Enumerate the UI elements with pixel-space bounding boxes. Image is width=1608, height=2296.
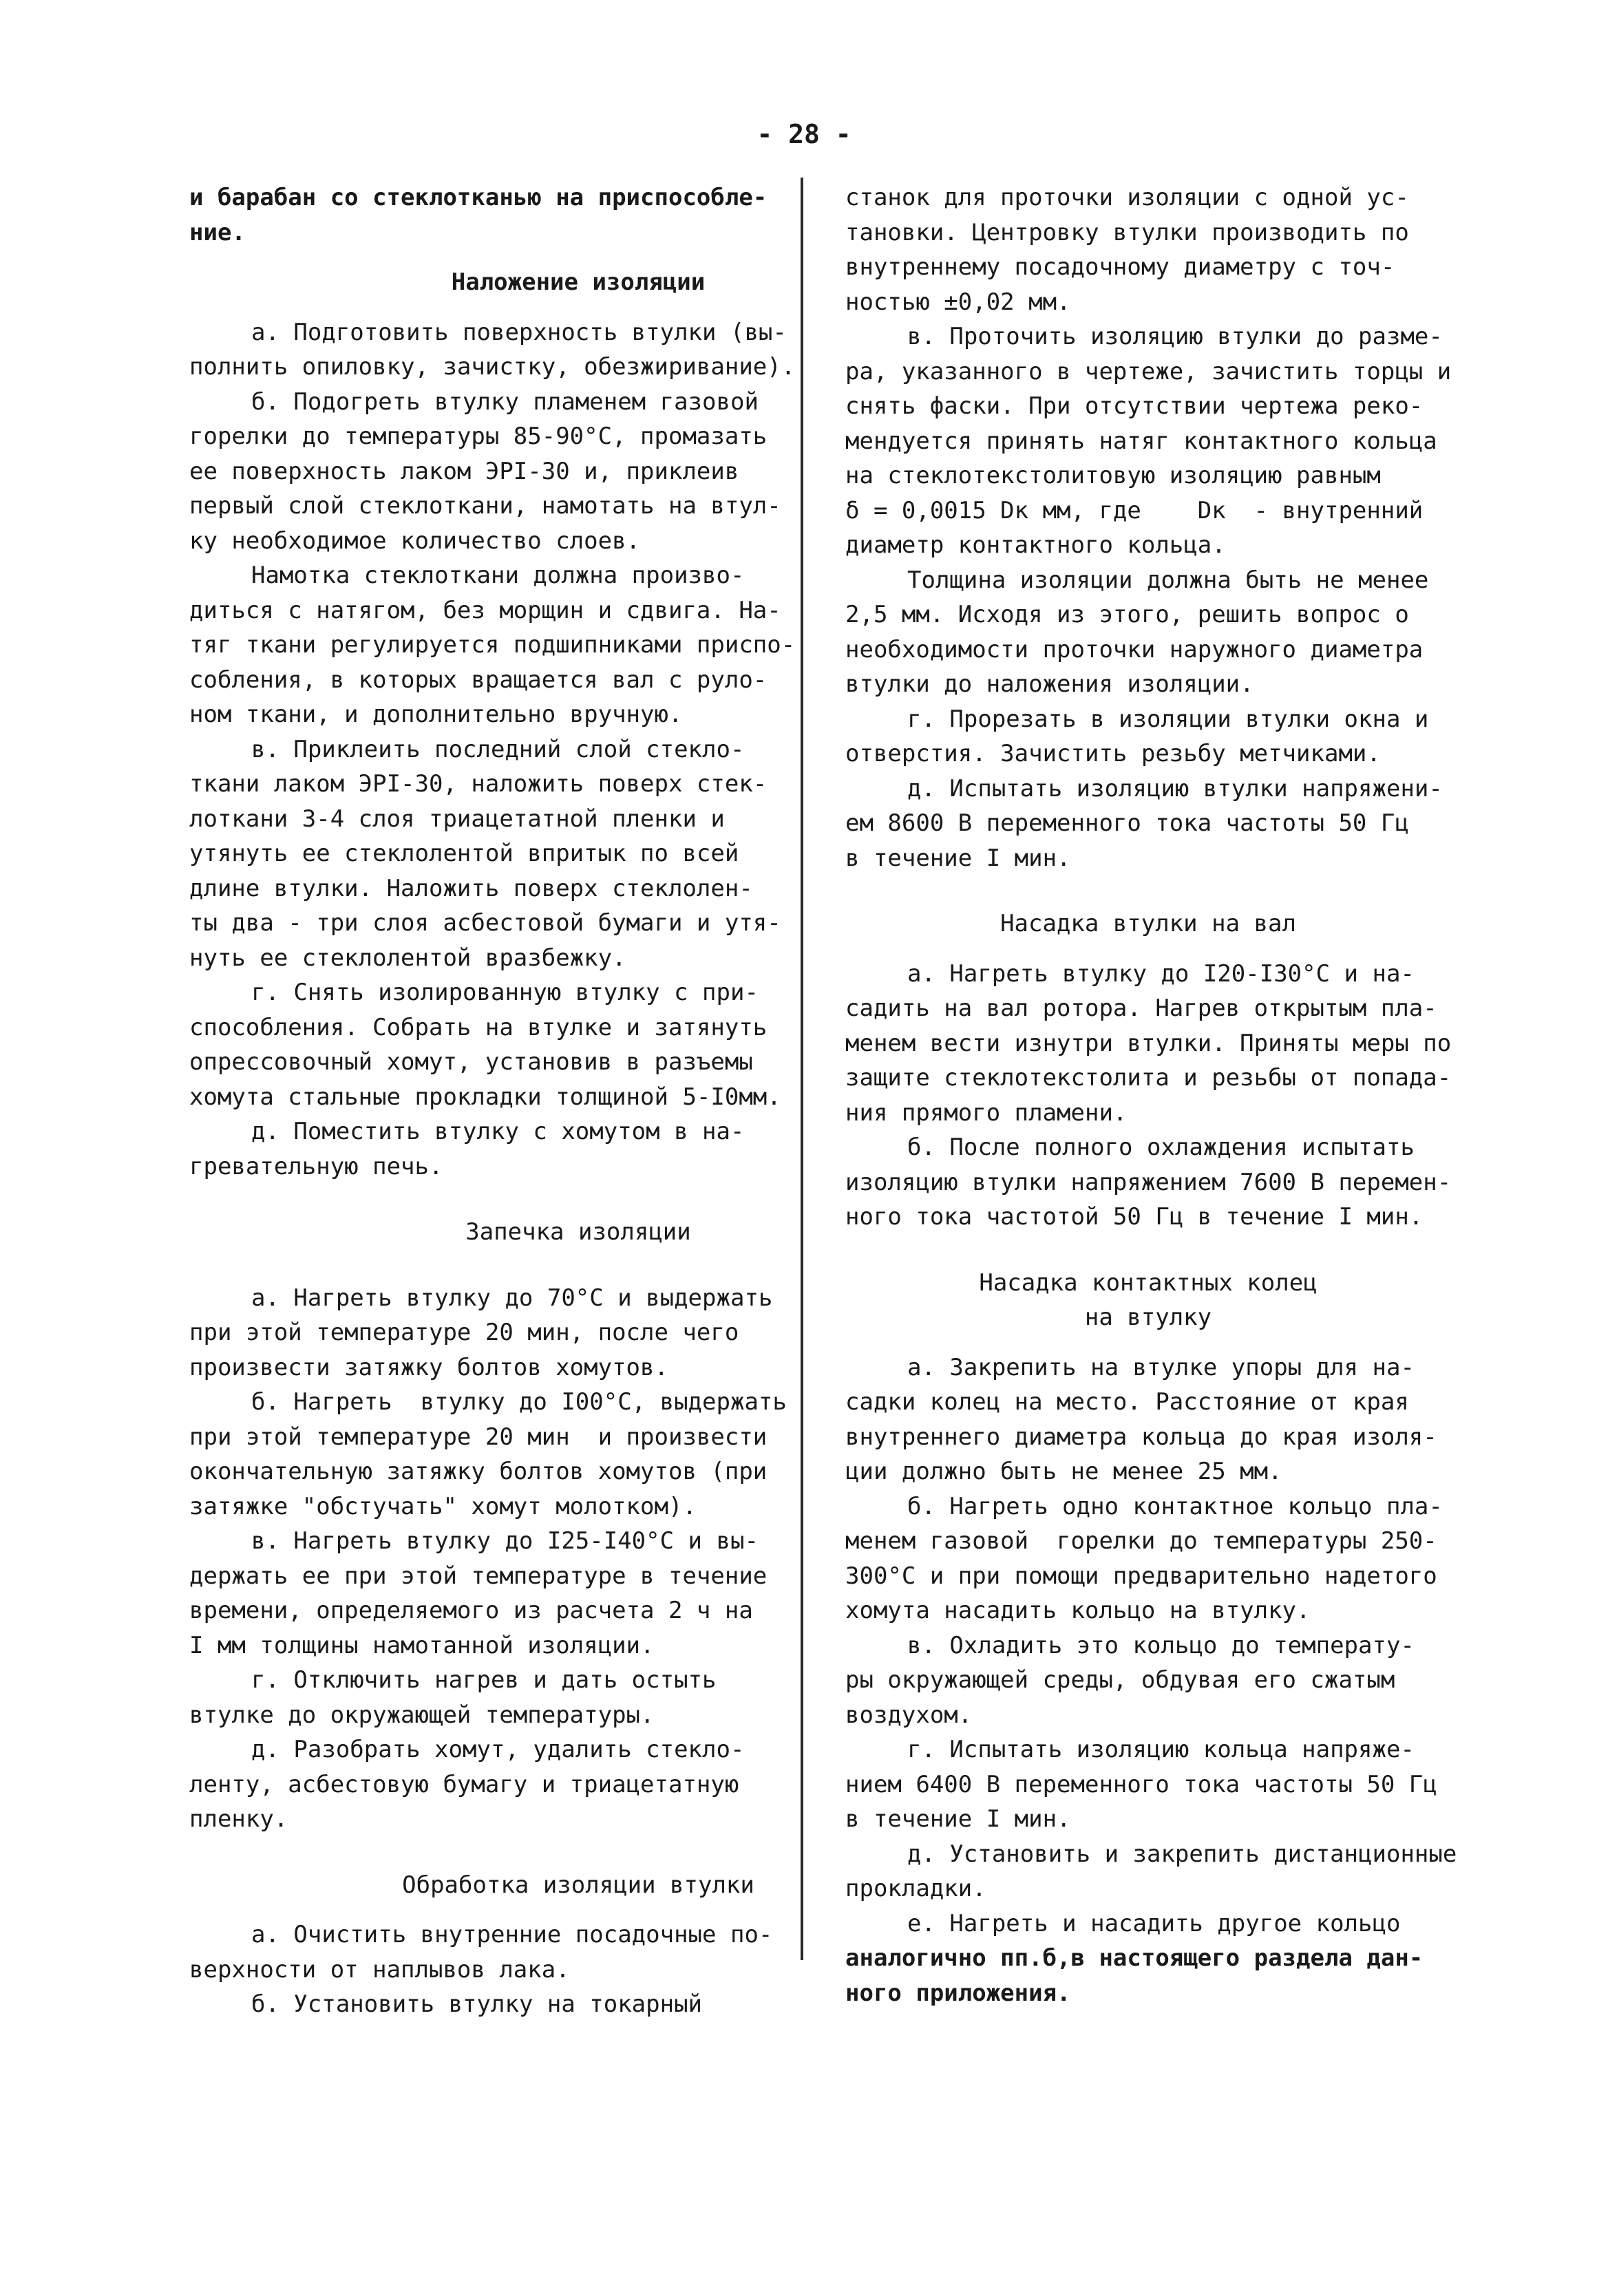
paragraph: [845, 1732, 1451, 1837]
text-line: собления, в которых вращается вал с руло-: [189, 666, 768, 694]
text-line: а. Нагреть втулку до 70°С и выдержать: [251, 1284, 773, 1312]
text-line: полнить опиловку, зачистку, обезжиривание).: [189, 353, 796, 381]
paragraph: [845, 702, 1451, 772]
paragraph: [845, 1350, 1451, 1489]
paragraph: [845, 319, 1451, 563]
text-line: а. Очистить внутренние посадочные по-: [251, 1921, 773, 1948]
text-line: ку необходимое количество слоев.: [189, 527, 641, 555]
text-line: садить на вал ротора. Нагрев открытым пла-: [845, 995, 1437, 1022]
text-line: д. Разобрать хомут, удалить стекло-: [251, 1736, 745, 1763]
section-title-baking: Запечка изоляции: [465, 1218, 691, 1246]
text-line: а. Подготовить поверхность втулки (вы-: [251, 318, 787, 346]
text-line: в течение I мин.: [845, 1805, 1071, 1833]
text-line: длине втулки. Наложить поверх стеклолен-: [189, 874, 753, 902]
text-line: г. Прорезать в изоляции втулки окна и: [907, 705, 1429, 733]
text-line: нуть ее стеклолентой вразбежку.: [189, 944, 626, 972]
text-line: ткани лаком ЭРI-30, наложить поверх стек-: [189, 770, 768, 798]
text-line: нием 6400 В переменного тока частоты 50 Гц: [845, 1770, 1437, 1798]
text-line: ленту, асбестовую бумагу и триацетатную: [189, 1770, 739, 1798]
text-line: ния прямого пламени.: [845, 1098, 1128, 1127]
text-line: тяг ткани регулируется подшипниками приспо-: [189, 631, 796, 659]
text-line: и барабан со стеклотканью на приспособле-: [189, 184, 768, 211]
text-line: изоляцию втулки напряжением 7600 В перемен-: [845, 1168, 1452, 1196]
text-line: гревательную печь.: [189, 1152, 443, 1180]
text-line: утянуть ее стеклолентой впритык по всей: [189, 840, 739, 867]
text-line: ее поверхность лаком ЭРI-30 и, приклеив: [189, 457, 739, 485]
section-title-machining: Обработка изоляции втулки: [402, 1871, 754, 1899]
text-line: в. Охладить это кольцо до температу-: [907, 1631, 1415, 1659]
text-line: е. Нагреть и насадить другое кольцо: [907, 1909, 1401, 1937]
text-line: менем вести изнутри втулки. Приняты меры по: [845, 1029, 1452, 1057]
text-line: 2,5 мм. Исходя из этого, решить вопрос о: [845, 601, 1409, 628]
text-line: прокладки.: [845, 1875, 986, 1902]
paragraph: [845, 1906, 1451, 2011]
text-line: а. Закрепить на втулке упоры для на-: [907, 1353, 1415, 1381]
text-line: 300°С и при помощи предварительно надетого: [845, 1562, 1437, 1590]
right-column: [845, 180, 1457, 2010]
text-line: ного приложения.: [845, 1979, 1071, 2007]
paragraph: [845, 1130, 1451, 1235]
paragraph: [845, 957, 1451, 1131]
text-line: держать ее при этой температуре в течение: [189, 1562, 768, 1590]
text-line: аналогично пп.б,в настоящего раздела дан-: [845, 1944, 1424, 1972]
text-line: ного тока частотой 50 Гц в течение I мин.: [845, 1203, 1424, 1231]
section-title-rings: Насадка контактных колец: [979, 1268, 1318, 1297]
text-line: г. Снять изолированную втулку с при-: [251, 979, 759, 1006]
text-line: тановки. Центровку втулки производить по: [845, 218, 1409, 246]
text-line: внутреннему посадочному диаметру с точ-: [845, 253, 1395, 281]
paragraph: [845, 1837, 1457, 1906]
paragraph: [845, 772, 1451, 876]
text-line: д. Поместить втулку с хомутом в на-: [251, 1118, 745, 1145]
paragraph: [845, 1489, 1451, 1628]
text-line: в течение I мин.: [845, 844, 1071, 872]
text-line: б. Нагреть одно контактное кольцо пла-: [907, 1492, 1443, 1520]
text-line: ностью ±0,02 мм.: [845, 288, 1071, 316]
text-line: необходимости проточки наружного диаметра: [845, 635, 1424, 663]
section-title-insulation: Наложение изоляции: [451, 268, 706, 296]
text-line: д. Установить и закрепить дистанционные: [907, 1840, 1457, 1868]
text-line: ние.: [189, 218, 246, 246]
text-line: г. Отключить нагрев и дать остыть: [251, 1666, 717, 1694]
text-line: в. Нагреть втулку до I25-I40°С и вы-: [251, 1527, 759, 1555]
text-line: первый слой стеклоткани, намотать на втул-: [189, 492, 781, 520]
text-line: мендуется принять натяг контактного кольца: [845, 427, 1437, 455]
text-line: времени, определяемого из расчета 2 ч на: [189, 1597, 753, 1624]
paragraph: [845, 1628, 1451, 1733]
text-line: станок для проточки изоляции с одной ус-: [845, 184, 1409, 211]
text-line: б. После полного охлаждения испытать: [907, 1134, 1415, 1161]
text-line: хомута стальные прокладки толщиной 5-I0мм.: [189, 1083, 781, 1111]
text-line: б. Установить втулку на токарный: [251, 1990, 703, 2018]
text-line: I мм толщины намотанной изоляции.: [189, 1631, 655, 1659]
text-line: б. Подогреть втулку пламенем газовой: [251, 387, 759, 416]
text-line: менем газовой горелки до температуры 250-: [845, 1527, 1437, 1555]
text-line: диаметр контактного кольца.: [845, 531, 1226, 559]
formula-line: δ = 0,0015 Dк мм, где Dк - внутренний: [845, 496, 1424, 524]
text-line: в. Проточить изоляцию втулки до разме-: [907, 323, 1443, 350]
text-line: снять фаски. При отсутствии чертежа реко-: [845, 392, 1424, 420]
text-line: воздухом.: [845, 1701, 973, 1729]
text-line: на стеклотекстолитовую изоляцию равным: [845, 462, 1381, 489]
text-line: д. Испытать изоляцию втулки напряжени-: [907, 774, 1443, 802]
text-line: при этой температуре 20 мин, после чего: [189, 1319, 739, 1346]
section-title-sleeve-on-shaft: Насадка втулки на вал: [1000, 910, 1296, 937]
section-title-rings-line2: на втулку: [1084, 1304, 1212, 1331]
text-line: способления. Собрать на втулке и затянуть: [189, 1013, 768, 1041]
text-line: б. Нагреть втулку до I00°С, выдержать: [251, 1388, 787, 1416]
text-line: отверстия. Зачистить резьбу метчиками.: [845, 740, 1381, 767]
paragraph: [845, 180, 1451, 319]
text-line: диться с натягом, без морщин и сдвига. На-: [189, 596, 781, 624]
text-line: произвести затяжку болтов хомутов.: [189, 1353, 668, 1381]
text-line: затяжке "обстучать" хомут молотком).: [189, 1492, 697, 1520]
page-number: - 28 -: [757, 119, 851, 149]
text-line: ты два - три слоя асбестовой бумаги и утя-: [189, 909, 781, 937]
text-line: верхности от наплывов лака.: [189, 1955, 570, 1984]
text-line: горелки до температуры 85-90°С, промазать: [189, 423, 768, 450]
text-line: внутреннего диаметра кольца до края изоля-: [845, 1423, 1437, 1451]
text-line: лоткани 3-4 слоя триацетатной пленки и: [189, 805, 725, 833]
text-line: при этой температуре 20 мин и произвести: [189, 1423, 768, 1451]
text-line: садки колец на место. Расстояние от края: [845, 1388, 1409, 1416]
text-line: ра, указанного в чертеже, зачистить торцы и: [845, 357, 1452, 385]
text-line: а. Нагреть втулку до I20-I30°С и на-: [907, 959, 1415, 988]
text-line: хомута насадить кольцо на втулку.: [845, 1597, 1311, 1624]
text-line: в. Приклеить последний слой стекло-: [251, 735, 745, 763]
text-line: ем 8600 В переменного тока частоты 50 Гц: [845, 809, 1409, 837]
paragraph: [845, 563, 1451, 702]
text-line: г. Испытать изоляцию кольца напряже-: [907, 1736, 1415, 1763]
text-line: ном ткани, и дополнительно вручную.: [189, 701, 683, 728]
text-line: защите стеклотекстолита и резьбы от попада-: [845, 1064, 1452, 1092]
text-line: ры окружающей среды, обдувая его сжатым: [845, 1666, 1395, 1694]
text-line: Толщина изоляции должна быть не менее: [907, 566, 1429, 594]
text-line: окончательную затяжку болтов хомутов (при: [189, 1458, 768, 1485]
text-line: ции должно быть не менее 25 мм.: [845, 1458, 1282, 1485]
text-line: втулке до окружающей температуры.: [189, 1701, 655, 1729]
text-line: пленку.: [189, 1805, 288, 1833]
text-line: опрессовочный хомут, установив в разъемы: [189, 1048, 753, 1076]
text-line: втулки до наложения изоляции.: [845, 670, 1254, 698]
text-line: Намотка стеклоткани должна произво-: [251, 562, 745, 589]
